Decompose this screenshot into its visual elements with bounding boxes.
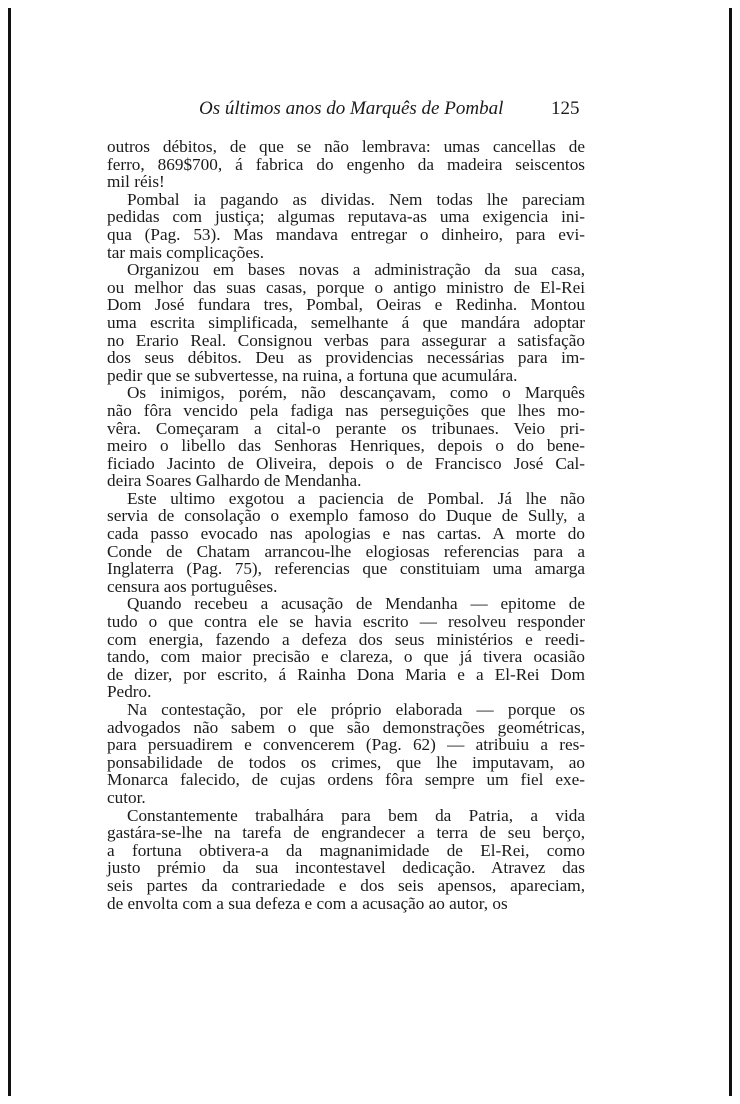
text-line: Os inimigos, porém, não descançavam, como o Marquês	[127, 383, 585, 403]
text-line: Pombal ia pagando as dividas. Nem todas lhe pareciam	[127, 189, 585, 209]
text-line: ponsabilidade de todos os crimes, que lhe imputavam, ao	[107, 752, 585, 772]
running-title: Os últimos anos do Marquês de Pombal	[199, 98, 504, 119]
text-line: com energia, fazendo a defeza dos seus ministérios e reedi-	[107, 629, 585, 649]
text-line: seis partes da contrariedade e dos seis apensos, apareciam,	[107, 875, 585, 895]
text-line: pedir que se subvertesse, na ruina, a fortuna que acumulára.	[107, 365, 518, 385]
book-page	[8, 8, 732, 1096]
text-line: de envolta com a sua defeza e com a acusação ao autor, os	[107, 893, 508, 913]
text-line: meiro o libello das Senhoras Henriques, depois o do bene-	[107, 436, 585, 456]
text-line: cada passo evocado nas apologias e nas cartas. A morte do	[107, 524, 585, 544]
text-line: gastára-se-lhe na tarefa de engrandecer a terra de seu berço,	[107, 823, 585, 843]
text-line: deira Soares Galhardo de Mendanha.	[107, 471, 362, 491]
text-line: justo prémio da sua incontestavel dedicação. Atravez das	[107, 858, 585, 878]
page-number: 125	[551, 98, 580, 119]
text-line: Dom José fundara tres, Pombal, Oeiras e Redinha. Montou	[107, 295, 585, 315]
text-line: Organizou em bases novas a administração da sua casa,	[127, 260, 585, 280]
text-line: advogados não sabem o que são demonstrações geométricas,	[107, 717, 585, 737]
text-line: Conde de Chatam arrancou-lhe elogiosas referencias para a	[107, 541, 585, 561]
paragraph	[107, 807, 585, 913]
text-line: tudo o que contra ele se havia escrito — resolveu responder	[107, 612, 585, 632]
text-line: ferro, 869$700, á fabrica do engenho da madeira seiscentos	[107, 154, 585, 174]
text-line: censura aos portuguêses.	[107, 576, 278, 596]
paragraph	[107, 191, 585, 261]
text-line: tar mais complicações.	[107, 242, 265, 262]
body-text	[107, 138, 585, 912]
text-line: não fôra vencido pela fadiga nas perseguições que lhes mo-	[107, 400, 585, 420]
paragraph	[107, 701, 585, 807]
text-line: ou melhor das suas casas, porque o antigo ministro de El-Rei	[107, 277, 585, 297]
text-line: vêra. Começaram a cital-o perante os tribunaes. Veio pri-	[107, 418, 585, 438]
text-line: para persuadirem e convencerem (Pag. 62) — atribuiu a res-	[107, 735, 585, 755]
text-line: Constantemente trabalhára para bem da Patria, a vida	[127, 805, 585, 825]
text-line: Pedro.	[107, 682, 152, 702]
text-line: mil réis!	[107, 172, 165, 192]
text-line: Inglaterra (Pag. 75), referencias que constituiam uma amarga	[107, 559, 585, 579]
text-line: a fortuna obtivera-a da magnanimidade de El-Rei, como	[107, 840, 585, 860]
paragraph	[107, 490, 585, 596]
text-line: uma escrita simplificada, semelhante á que mandára adoptar	[107, 312, 585, 332]
text-line: Quando recebeu a acusação de Mendanha — epitome de	[127, 594, 585, 614]
text-line: Este ultimo exgotou a paciencia de Pombal. Já lhe não	[127, 488, 585, 508]
text-line: outros débitos, de que se não lembrava: umas cancellas de	[107, 137, 585, 156]
paragraph	[107, 138, 585, 191]
text-line: Monarca falecido, de cujas ordens fôra sempre um fiel exe-	[107, 770, 585, 790]
text-line: no Erario Real. Consignou verbas para assegurar a satisfação	[107, 330, 585, 350]
text-line: pedidas com justiça; algumas reputava-as uma exigencia ini-	[107, 207, 585, 227]
text-line: tando, com maior precisão e clareza, o que já tivera ocasião	[107, 647, 585, 667]
text-line: servia de consolação o exemplo famoso do Duque de Sully, a	[107, 506, 585, 526]
paragraph	[107, 261, 585, 384]
paragraph	[107, 595, 585, 701]
text-line: qua (Pag. 53). Mas mandava entregar o dinheiro, para evi-	[107, 224, 585, 244]
running-head	[11, 98, 729, 120]
text-line: dos seus débitos. Deu as providencias necessárias para im-	[107, 348, 585, 368]
paragraph	[107, 384, 585, 490]
text-line: ficiado Jacinto de Oliveira, depois o de Francisco José Cal-	[107, 453, 585, 473]
text-line: de dizer, por escrito, á Rainha Dona Maria e a El-Rei Dom	[107, 664, 585, 684]
text-line: Na contestação, por ele próprio elaborada — porque os	[127, 700, 585, 719]
text-line: cutor.	[107, 787, 146, 807]
